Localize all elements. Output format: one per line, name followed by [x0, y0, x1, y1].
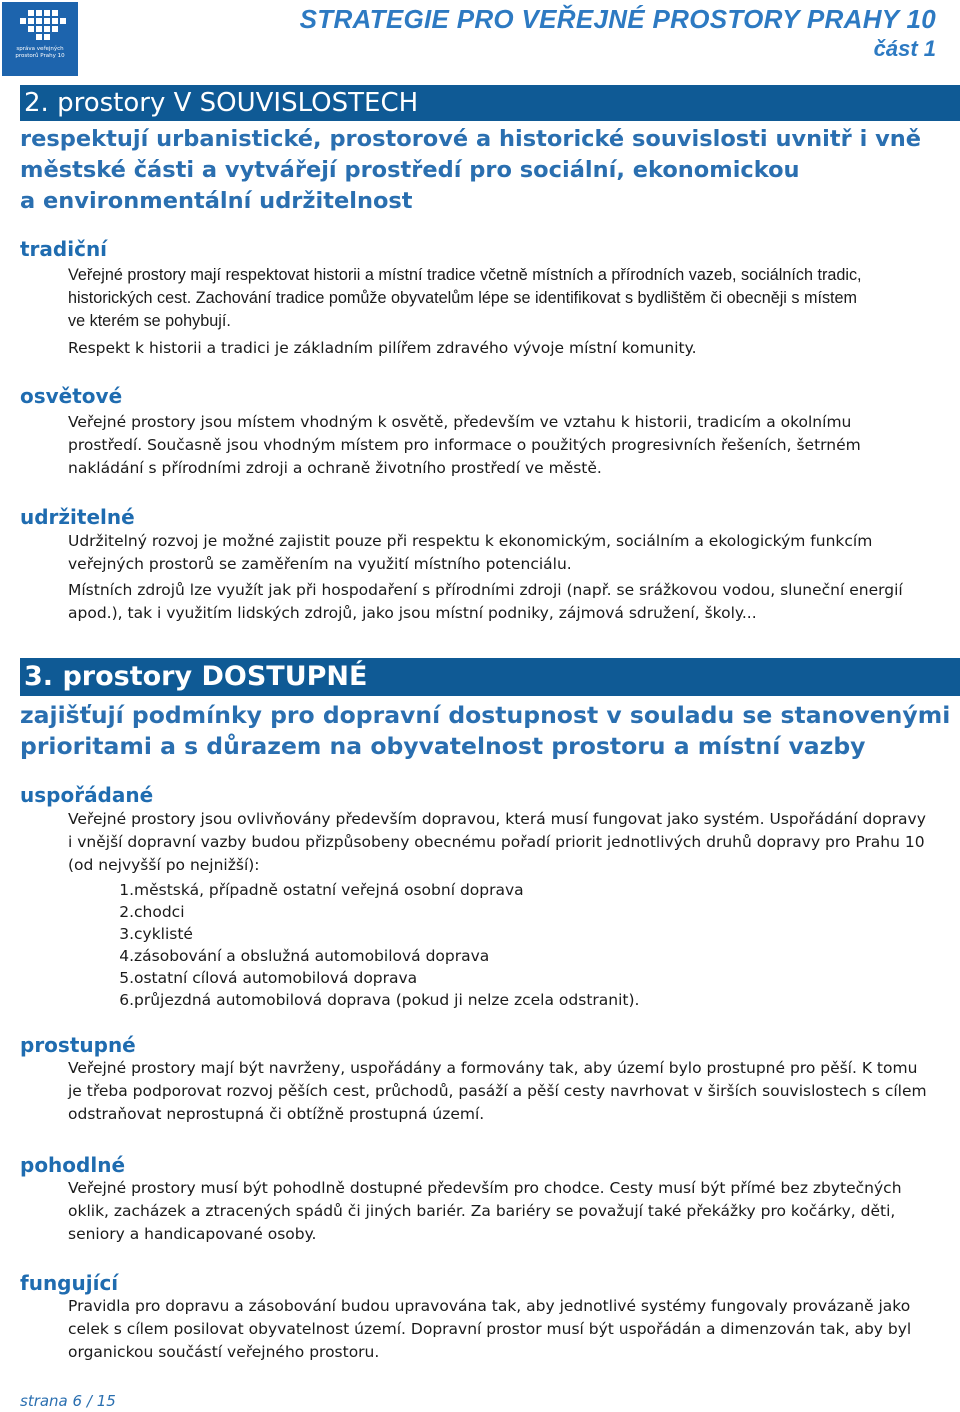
paragraph-line: Pravidla pro dopravu a zásobování budou upravována tak, aby jednotlivé systémy fungovaly provázaně jako	[68, 1297, 911, 1315]
page-separator: /	[86, 1392, 92, 1410]
paragraph-line: Místních zdrojů lze využít jak při hospodaření s přírodními zdroji (např. se srážkovou vodou, sluneční energií	[68, 581, 903, 599]
list-item	[117, 923, 639, 945]
term-osvetove: osvětové	[20, 384, 123, 408]
logo	[2, 2, 78, 76]
list-item-text: cyklisté	[134, 925, 193, 943]
logo-text-line: prostorů Prahy 10	[15, 53, 65, 59]
document-part: část 1	[873, 36, 936, 61]
total-pages: 15	[96, 1392, 116, 1410]
logo-grid-icon	[2, 2, 78, 46]
current-page: 6	[72, 1392, 83, 1410]
list-item-number: 3.	[119, 925, 134, 943]
paragraph-line: Veřejné prostory jsou ovlivňovány především dopravou, která musí fungovat jako systém. Uspořádání dopravy	[68, 810, 926, 828]
paragraph-line: ve kterém se pohybují.	[68, 312, 231, 330]
paragraph-udrzitelne	[68, 530, 872, 576]
paragraph-line: Respekt k historii a tradici je základním pilířem zdravého vývoje místní komunity.	[68, 339, 697, 357]
section-3-title: prostory DOSTUPNÉ	[53, 661, 368, 692]
paragraph-line: Udržitelný rozvoj je možné zajistit pouze při respektu k ekonomickým, sociálním a ekologickým funkcím	[68, 532, 873, 550]
paragraph-line: veřejných prostorů se zaměřením na využití místního potenciálu.	[68, 555, 572, 573]
page-number	[20, 1392, 116, 1410]
paragraph-line: i vnější dopravní vazby budou přizpůsobeny obecnému pořadí priorit jednotlivých druhů dopravy pro Prahu 10	[68, 833, 925, 851]
paragraph-line: Veřejné prostory musí být pohodlně dostupné především pro chodce. Cesty musí být přímé bez zbytečných	[68, 1179, 902, 1197]
section-3-subheading	[20, 700, 956, 762]
paragraph-line: organickou součástí veřejného prostoru.	[68, 1343, 380, 1361]
list-item-text: zásobování a obslužná automobilová doprava	[134, 947, 490, 965]
paragraph-pohodlne	[68, 1177, 902, 1246]
section-3-number: 3.	[24, 661, 54, 692]
list-item-text: městská, případně ostatní veřejná osobní doprava	[134, 881, 524, 899]
paragraph-line: Veřejné prostory mají respektovat historii a místní tradice včetně místních a přírodních vazeb, sociálních tradic,	[68, 266, 862, 284]
list-item	[117, 989, 639, 1011]
paragraph-line: odstraňovat neprostupná či obtížně prostupná území.	[68, 1105, 485, 1123]
list-item	[117, 879, 639, 901]
logo-text-line: správa veřejných	[16, 46, 64, 52]
list-item-number: 1.	[119, 881, 134, 899]
term-prostupne: prostupné	[20, 1033, 136, 1057]
paragraph-tradicni	[68, 264, 862, 333]
subheading-line: zajišťují podmínky pro dopravní dostupnost v souladu se stanovenými	[20, 701, 951, 729]
paragraph-line: oklik, zacházek a ztracených spádů či jiných bariér. Za bariéry se považují také překážky pro kočárky, děti,	[68, 1202, 896, 1220]
section-2-heading	[20, 85, 960, 121]
list-item	[117, 967, 639, 989]
paragraph-line: celek s cílem posilovat obyvatelnost území. Dopravní prostor musí být uspořádán a dimenzován tak, aby byl	[68, 1320, 912, 1338]
list-item-number: 5.	[119, 969, 134, 987]
paragraph-line: je třeba podporovat rozvoj pěších cest, průchodů, pasáží a pěší cesty navrhovat v širších souvislostech s cílem	[68, 1082, 927, 1100]
paragraph-udrzitelne-2	[68, 579, 903, 625]
paragraph-prostupne	[68, 1057, 927, 1126]
paragraph-line: apod.), tak i využitím lidských zdrojů, jako jsou místní podniky, zájmová sdružení, školy...	[68, 604, 757, 622]
section-2-number: 2.	[24, 88, 49, 118]
paragraph-line: prostředí. Současně jsou vhodným místem pro informace o použitých progresivních řešeních, šetrném	[68, 436, 861, 454]
term-tradicni: tradiční	[20, 237, 108, 261]
paragraph-fungujici	[68, 1295, 911, 1364]
page-label: strana	[20, 1392, 68, 1410]
paragraph-line: Veřejné prostory jsou místem vhodným k osvětě, především ve vztahu k historii, tradicím a okolnímu	[68, 413, 852, 431]
section-3-heading	[20, 658, 960, 696]
list-item	[117, 901, 639, 923]
subheading-line: respektují urbanistické, prostorové a historické souvislosti uvnitř i vně	[20, 126, 922, 152]
paragraph-line: historických cest. Zachování tradice pomůže obyvatelům lépe se identifikovat s bydlištěm či obecněji s místem	[68, 289, 858, 307]
term-fungujici: fungující	[20, 1271, 119, 1295]
paragraph-osvetove	[68, 411, 861, 480]
list-item-number: 2.	[119, 903, 134, 921]
term-pohodlne: pohodlné	[20, 1153, 126, 1177]
list-item	[117, 945, 639, 967]
logo-text	[2, 46, 78, 60]
paragraph-line: nakládání s přírodními zdroji a ochraně životního prostředí ve městě.	[68, 459, 602, 477]
paragraph-line: seniory a handicapované osoby.	[68, 1225, 317, 1243]
list-item-number: 4.	[119, 947, 134, 965]
paragraph-usporadane	[68, 808, 926, 877]
subheading-line: a environmentální udržitelnost	[20, 188, 413, 214]
list-item-number: 6.	[119, 991, 134, 1009]
priority-list	[117, 879, 639, 1011]
section-2-title: prostory V SOUVISLOSTECH	[48, 88, 419, 118]
term-udrzitelne: udržitelné	[20, 505, 135, 529]
subheading-line: prioritami a s důrazem na obyvatelnost prostoru a místní vazby	[20, 732, 866, 760]
list-item-text: průjezdná automobilová doprava (pokud ji nelze zcela odstranit).	[134, 991, 640, 1009]
paragraph-line: Veřejné prostory mají být navrženy, uspořádány a formovány tak, aby území bylo prostupné pro pěší. K tomu	[68, 1059, 918, 1077]
term-usporadane: uspořádané	[20, 783, 154, 807]
document-title: STRATEGIE PRO VEŘEJNÉ PROSTORY PRAHY 10	[299, 4, 936, 34]
subheading-line: městské části a vytvářejí prostředí pro sociální, ekonomickou	[20, 157, 800, 183]
list-item-text: ostatní cílová automobilová doprava	[134, 969, 418, 987]
list-item-text: chodci	[134, 903, 185, 921]
section-2-subheading	[20, 124, 956, 217]
paragraph-tradicni-2	[68, 337, 697, 360]
paragraph-line: (od nejvyšší po nejnižší):	[68, 856, 260, 874]
